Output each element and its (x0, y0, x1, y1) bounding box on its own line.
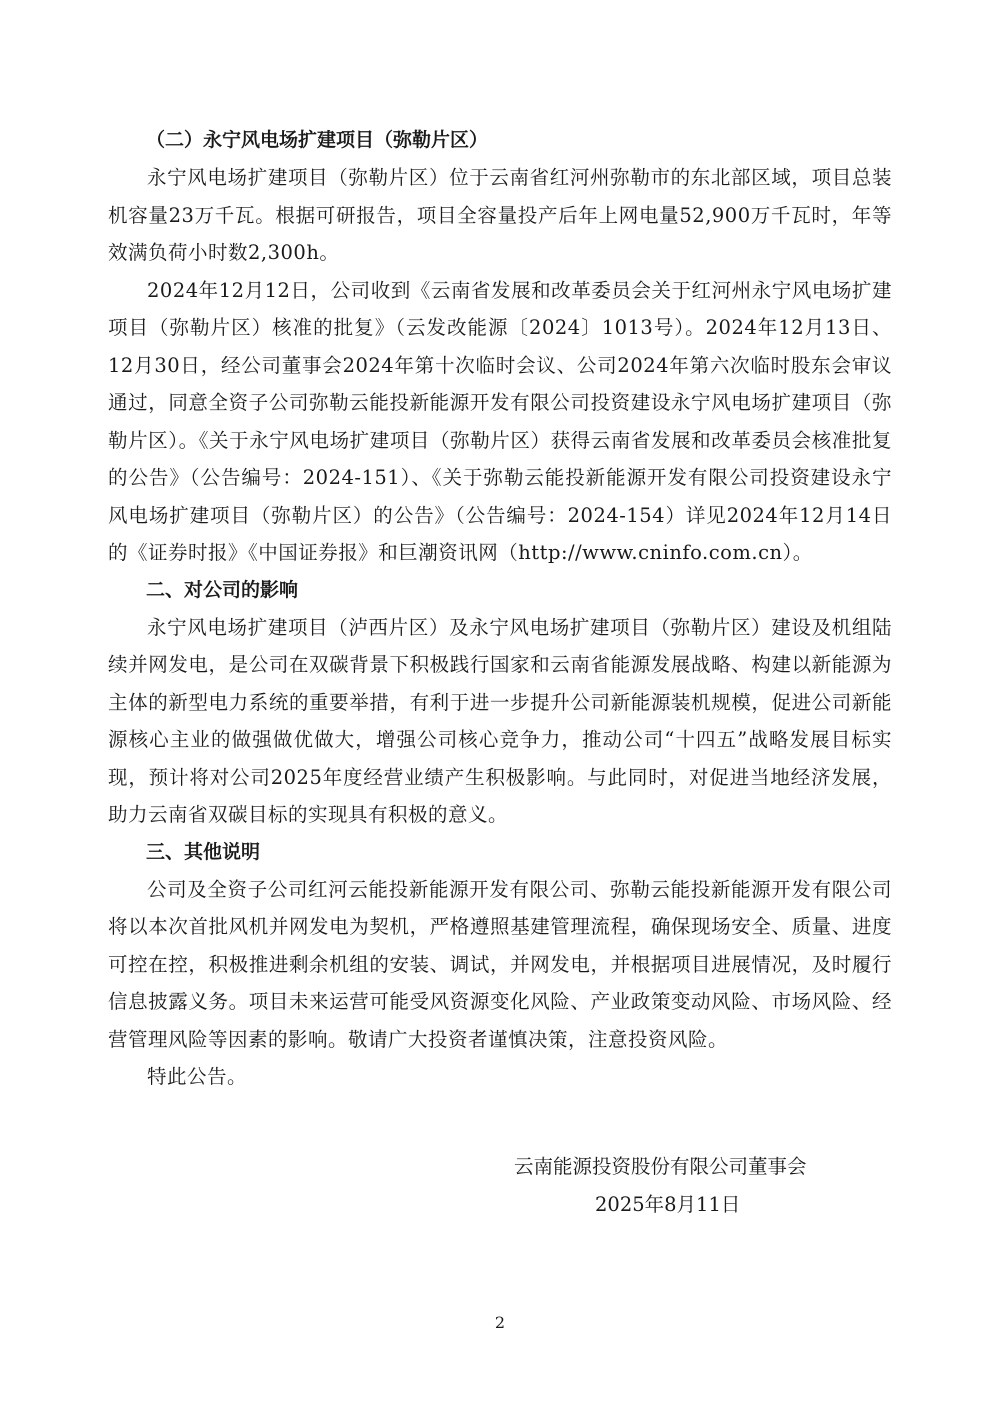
signature-date: 2025年8月11日 (595, 1193, 741, 1216)
paragraph-project-overview: 永宁风电场扩建项目（弥勒片区）位于云南省红河州弥勒市的东北部区域，项目总装机容量23万千瓦。根据可研报告，项目全容量投产后年上网电量52,900万千瓦时，年等效满负荷小时数2,300h。 (108, 166, 892, 264)
section-heading-other-notes: 三、其他说明 (146, 840, 261, 863)
paragraph-other-notes: 公司及全资子公司红河云能投新能源开发有限公司、弥勒云能投新能源开发有限公司将以本次首批风机并网发电为契机，严格遵照基建管理流程，确保现场安全、质量、进度可控在控，积极推进剩余机组的安装、调试，并网发电，并根据项目进展情况，及时履行信息披露义务。项目未来运营可能受风资源变化风险、产业政策变动风险、市场风险、经营管理风险等因素的影响。敬请广大投资者谨慎决策，注意投资风险。 (108, 877, 892, 1051)
page-number: 2 (494, 1313, 506, 1332)
section-heading-yongning-mile: （二）永宁风电场扩建项目（弥勒片区） (146, 129, 489, 151)
document-body (108, 122, 892, 1096)
closing-statement: 特此公告。 (147, 1065, 248, 1088)
section-heading-company-impact: 二、对公司的影响 (146, 578, 299, 601)
paragraph-company-impact: 永宁风电场扩建项目（泸西片区）及永宁风电场扩建项目（弥勒片区）建设及机组陆续并网发电，是公司在双碳背景下积极践行国家和云南省能源发展战略、构建以新能源为主体的新型电力系统的重要举措，有利于进一步提升公司新能源装机规模，促进公司新能源核心主业的做强做优做大，增强公司核心竞争力，推动公司“十四五”战略发展目标实现，预计将对公司2025年度经营业绩产生积极影响。与此同时，对促进当地经济发展，助力云南省双碳目标的实现具有积极的意义。 (108, 615, 892, 826)
signature-company: 云南能源投资股份有限公司董事会 (514, 1155, 807, 1178)
paragraph-approval-details: 2024年12月12日，公司收到《云南省发展和改革委员会关于红河州永宁风电场扩建项目（弥勒片区）核准的批复》（云发改能源〔2024〕1013号）。2024年12月13日、12月30日，经公司董事会2024年第十次临时会议、公司2024年第六次临时股东会审议通过，同意全资子公司弥勒云能投新能源开发有限公司投资建设永宁风电场扩建项目（弥勒片区）。《关于永宁风电场扩建项目（弥勒片区）获得云南省发展和改革委员会核准批复的公告》（公告编号：2024-151）、《关于弥勒云能投新能源开发有限公司投资建设永宁风电场扩建项目（弥勒片区）的公告》（公告编号：2024-154）详见2024年12月14日的《证券时报》《中国证券报》和巨潮资讯网（http://www.cninfo.com.cn）。 (108, 278, 892, 564)
